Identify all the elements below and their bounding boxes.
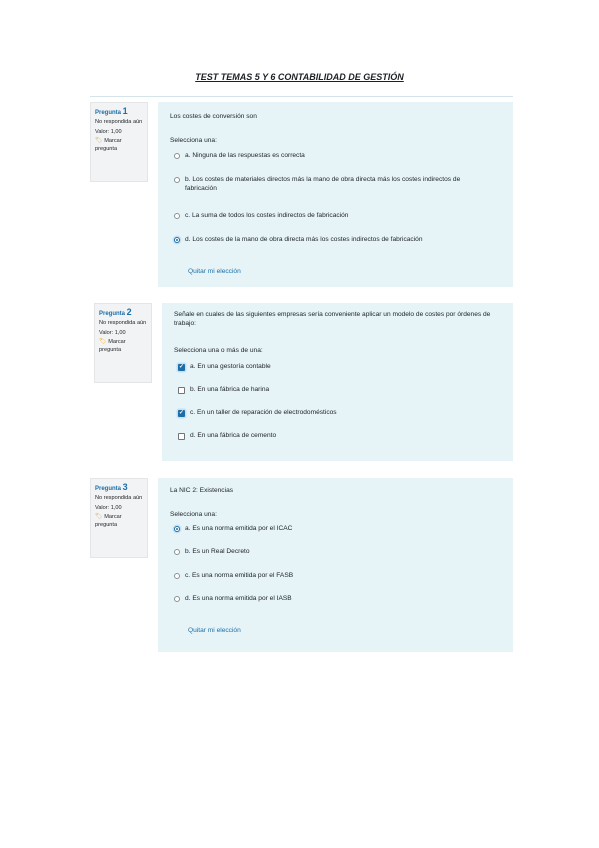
flag-question-link[interactable] — [95, 514, 143, 529]
option-b[interactable] — [174, 176, 493, 193]
question-2-content — [162, 303, 513, 461]
question-label: Pregunta — [95, 486, 122, 492]
checkbox-checked[interactable]: ✓ — [178, 410, 185, 416]
divider — [90, 96, 513, 97]
option-label: c. En un taller de reparación de electrodomésticos — [190, 409, 337, 416]
option-label: b. Es un Real Decreto — [185, 548, 250, 555]
question-1-content — [158, 102, 513, 287]
question-value: Valor: 1,00 — [99, 329, 126, 336]
radio-button-selected[interactable] — [174, 237, 180, 243]
option-c[interactable] — [174, 212, 493, 221]
flag-label: Marcar pregunta — [99, 339, 126, 353]
option-a[interactable] — [178, 363, 493, 372]
document-title: TEST TEMAS 5 Y 6 CONTABILIDAD DE GESTIÓN — [195, 72, 404, 82]
option-label: b. Los costes de materiales directos más la mano de obra directa más los costes indirectos de fabricación — [185, 176, 461, 192]
option-label: a. En una gestoría contable — [190, 363, 271, 370]
option-b[interactable] — [174, 548, 493, 557]
question-status: No respondida aún — [95, 495, 143, 502]
radio-button[interactable] — [174, 177, 180, 183]
question-label: Pregunta — [95, 110, 122, 116]
option-d[interactable] — [178, 432, 493, 441]
radio-button[interactable] — [174, 549, 180, 555]
question-3-info — [90, 478, 148, 558]
question-1-info — [90, 102, 148, 182]
option-label: a. Es una norma emitida por el ICAC — [185, 525, 293, 532]
flag-icon: 🏷 — [95, 514, 103, 521]
flag-question-link[interactable] — [95, 138, 143, 153]
option-label: d. Los costes de la mano de obra directa más los costes indirectos de fabricación — [185, 236, 423, 243]
option-d[interactable] — [174, 236, 493, 245]
answer-prompt: Selecciona una: — [170, 511, 217, 518]
question-3-content — [158, 478, 513, 652]
question-number: 3 — [122, 482, 128, 492]
question-text: Los costes de conversión son — [170, 113, 257, 120]
flag-label: Marcar pregunta — [95, 514, 122, 528]
radio-button[interactable] — [174, 573, 180, 579]
option-c[interactable] — [178, 409, 493, 418]
option-c[interactable] — [174, 572, 493, 581]
radio-button[interactable] — [174, 153, 180, 159]
option-label: c. Es una norma emitida por el FASB — [185, 572, 294, 579]
radio-button-selected[interactable] — [174, 526, 180, 532]
option-a[interactable] — [174, 152, 493, 161]
question-status: No respondida aún — [99, 320, 147, 327]
flag-icon: 🏷 — [99, 339, 107, 346]
radio-button[interactable] — [174, 213, 180, 219]
checkbox[interactable] — [178, 433, 185, 440]
option-label: c. La suma de todos los costes indirectos de fabricación — [185, 212, 349, 219]
clear-choice-link[interactable]: Quitar mi elección — [188, 268, 241, 275]
answer-prompt: Selecciona una: — [170, 137, 217, 144]
question-label: Pregunta — [99, 311, 126, 317]
radio-button[interactable] — [174, 596, 180, 602]
clear-choice-link[interactable]: Quitar mi elección — [188, 627, 241, 634]
option-label: a. Ninguna de las respuestas es correcta — [185, 152, 305, 159]
flag-question-link[interactable] — [99, 339, 147, 354]
answer-prompt: Selecciona una o más de una: — [174, 347, 263, 354]
option-label: d. En una fábrica de cemento — [190, 432, 277, 439]
question-text: Señale en cuales de las siguientes empresas sería conveniente aplicar un modelo de costes por órdenes de trabajo: — [174, 311, 491, 327]
flag-icon: 🏷 — [95, 138, 103, 145]
question-number: 1 — [122, 106, 128, 116]
checkbox[interactable] — [178, 387, 185, 394]
question-value: Valor: 1,00 — [95, 128, 122, 135]
option-b[interactable] — [178, 386, 493, 395]
option-label: d. Es una norma emitida por el IASB — [185, 595, 292, 602]
question-status: No respondida aún — [95, 119, 143, 126]
flag-label: Marcar pregunta — [95, 138, 122, 152]
option-label: b. En una fábrica de harina — [190, 386, 270, 393]
question-number: 2 — [126, 307, 132, 317]
option-d[interactable] — [174, 595, 493, 604]
question-value: Valor: 1,00 — [95, 504, 122, 511]
question-2-info — [94, 303, 152, 383]
question-text: La NIC 2: Existencias — [170, 487, 234, 494]
checkbox-checked[interactable]: ✓ — [178, 364, 185, 370]
option-a[interactable] — [174, 525, 493, 534]
